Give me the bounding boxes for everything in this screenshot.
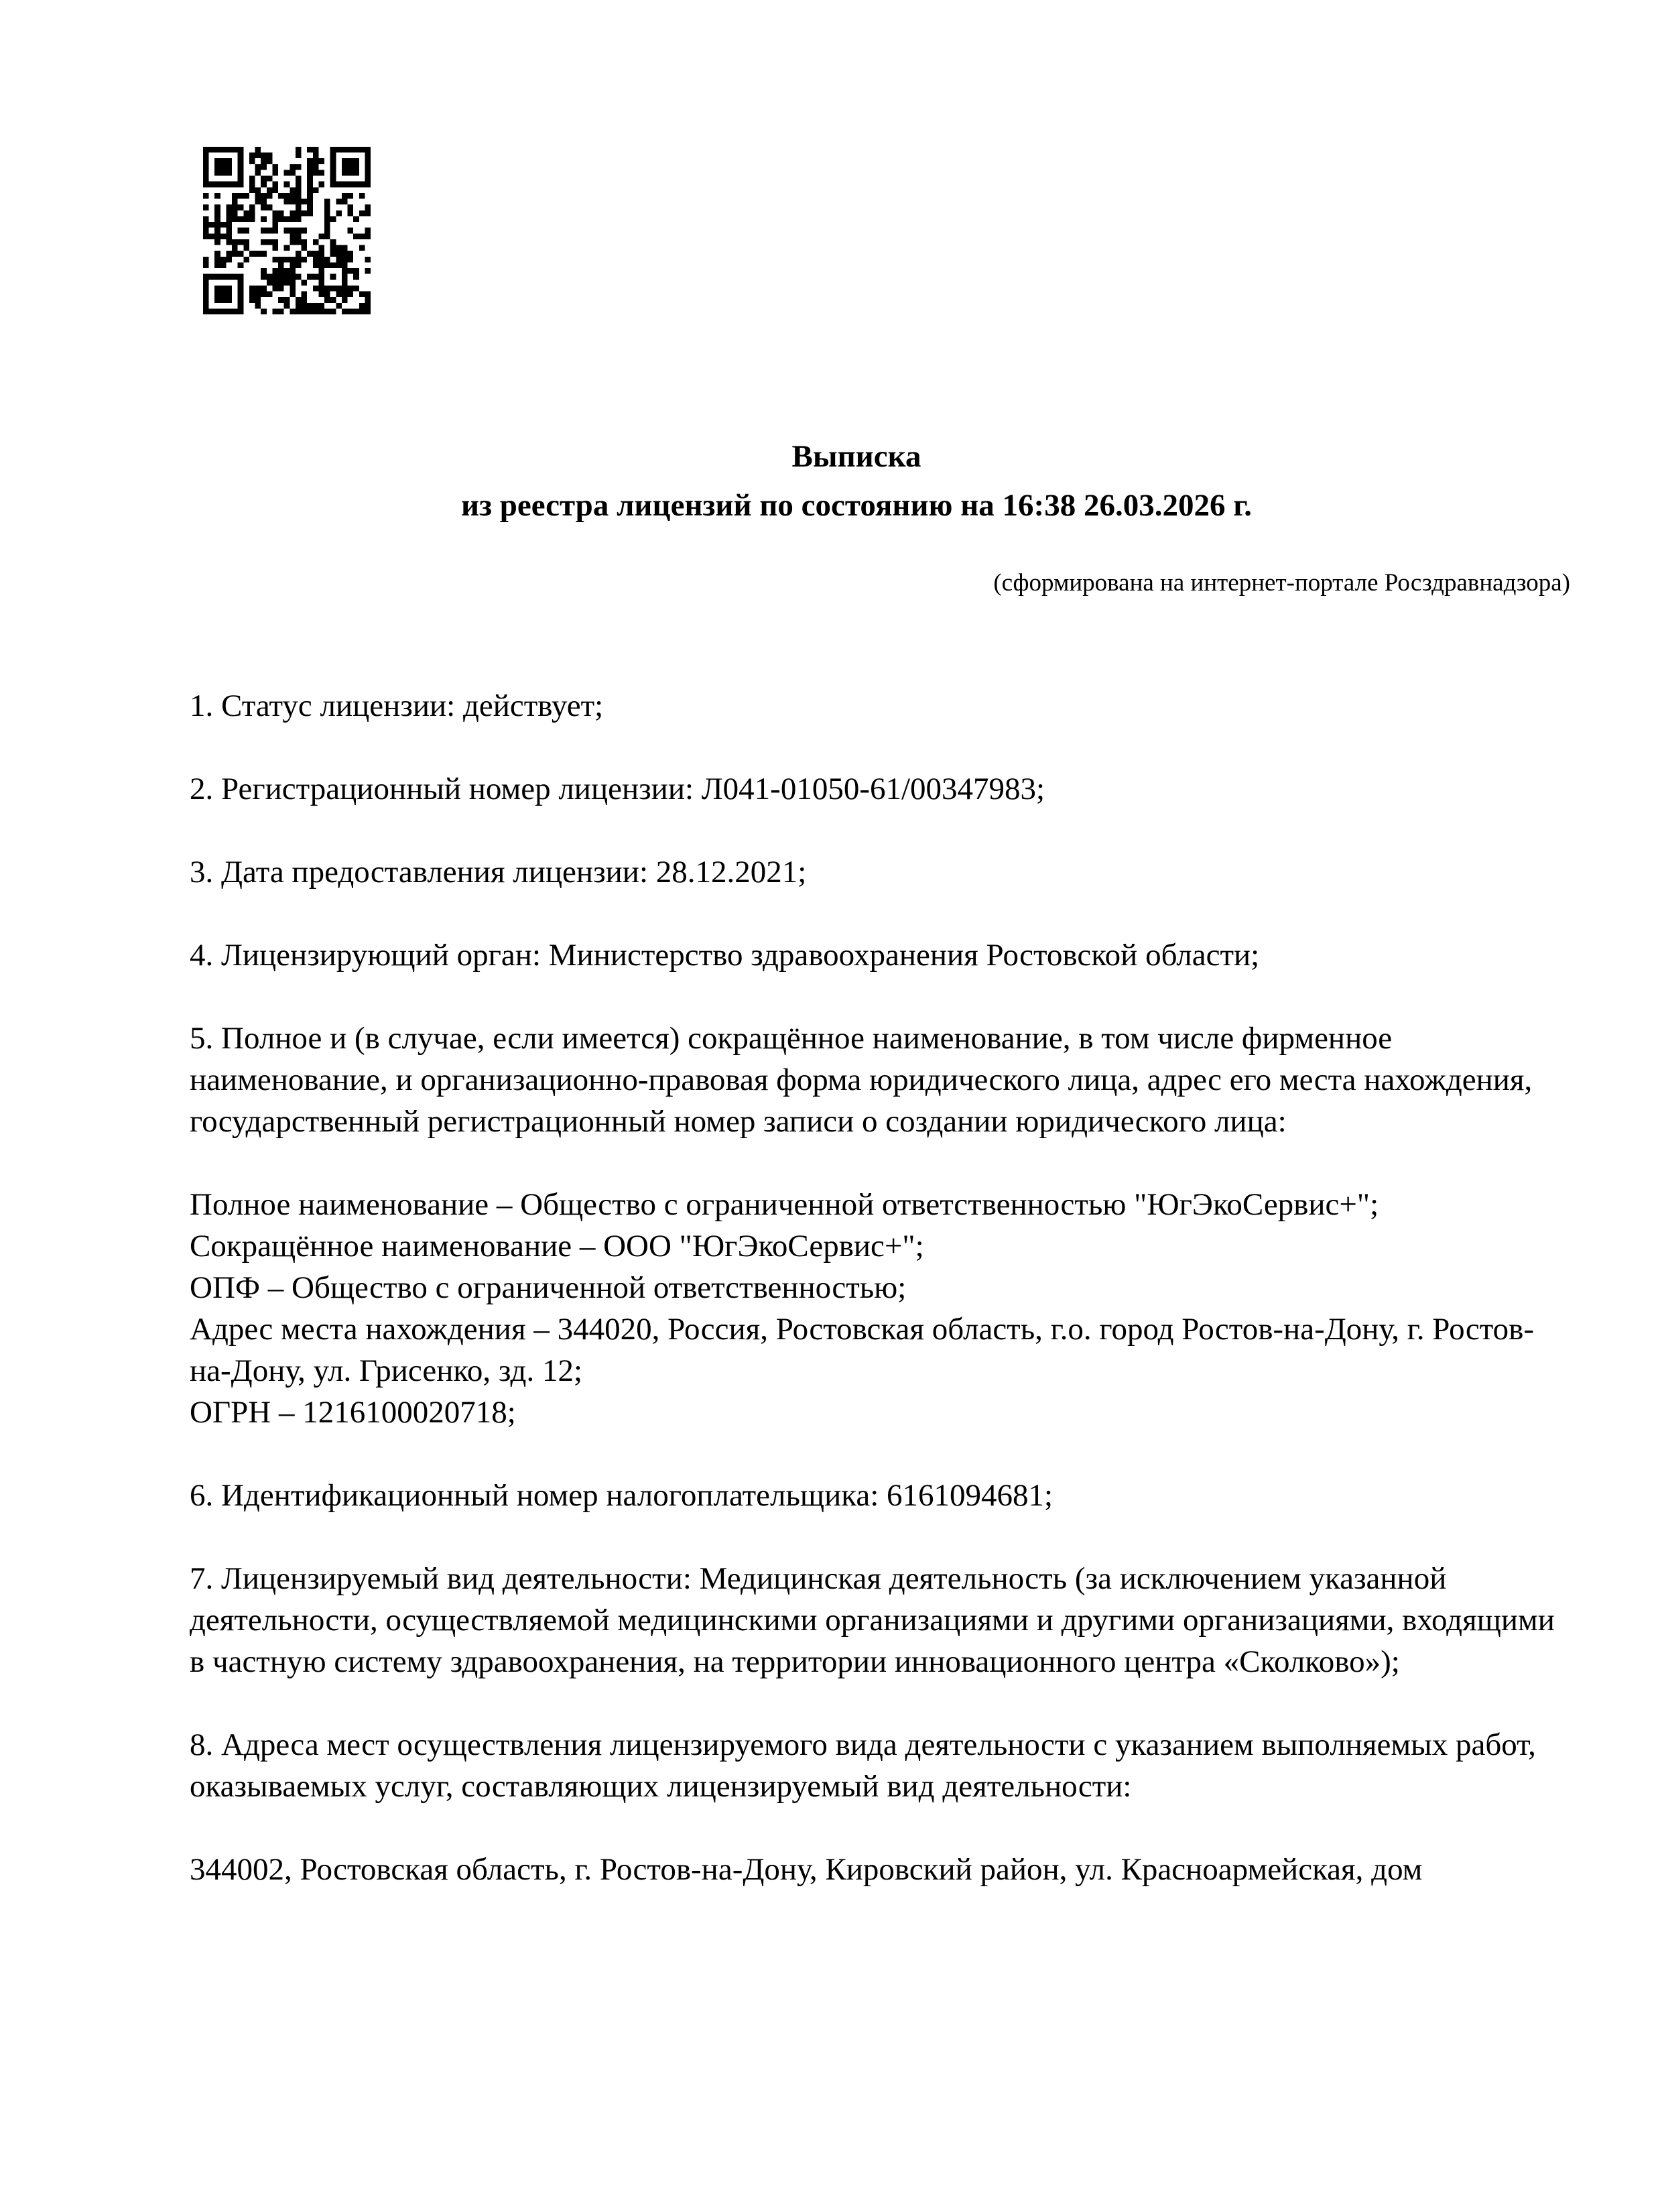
paragraph-line: 2. Регистрационный номер лицензии: Л041-01050-61/00347983; [190,772,1045,806]
paragraph [190,851,1570,893]
paragraph [190,1849,1570,1890]
paragraph-line: ОГРН – 1216100020718; [190,1395,516,1430]
paragraph-line: 8. Адреса мест осуществления лицензируемого вида деятельности с указанием выполняемых работ, оказываемых услуг, составляющих лицензируемый вид деятельности: [190,1727,1536,1804]
paragraph-line: 1. Статус лицензии: действует; [190,688,604,723]
paragraph-line: 4. Лицензирующий орган: Министерство здравоохранения Ростовской области; [190,938,1260,973]
document-body [190,685,1570,1890]
document-title [190,432,1523,530]
document-title-line2: из реестра лицензий по состоянию на 16:38 26.03.2026 г. [461,488,1252,523]
paragraph-line: 6. Идентификационный номер налогоплательщика: 6161094681; [190,1478,1053,1513]
document-subtitle: (сформирована на интернет-портале Росздравнадзора) [993,569,1570,597]
paragraph-line: 3. Дата предоставления лицензии: 28.12.2021; [190,855,807,889]
paragraph [190,1724,1570,1807]
paragraph-line: Адрес места нахождения – 344020, Россия, Ростовская область, г.о. город Ростов-на-Дону, г. Ростов-на-Дону, ул. Грисенко, зд. 12; [190,1312,1534,1388]
paragraph [190,1558,1570,1682]
paragraph-line: 7. Лицензируемый вид деятельности: Медицинская деятельность (за исключением указанной деятельности, осуществляемой медицинскими организациями и другими организациями, входящими в частную систему здравоохранения, на территории инновационного центра «Сколково»); [190,1561,1555,1679]
paragraph [190,934,1570,976]
paragraph [190,1018,1570,1142]
paragraph-line: Полное наименование – Общество с ограниченной ответственностью "ЮгЭкоСервис+"; [190,1187,1379,1222]
paragraph [190,768,1570,810]
paragraph-line: 344002, Ростовская область, г. Ростов-на-Дону, Кировский район, ул. Красноармейская, дом [190,1852,1423,1887]
paragraph [190,1475,1570,1516]
paragraph [190,1184,1570,1433]
document-title-line1: Выписка [791,439,921,474]
paragraph-line: 5. Полное и (в случае, если имеется) сокращённое наименование, в том числе фирменное наименование, и организационно-правовая форма юридического лица, адрес его места нахождения, государственный регистрационный номер записи о создании юридического лица: [190,1021,1533,1139]
paragraph-line: ОПФ – Общество с ограниченной ответственностью; [190,1270,907,1305]
paragraph [190,685,1570,727]
paragraph-line: Сокращённое наименование – ООО "ЮгЭкоСервис+"; [190,1229,924,1264]
qr-code-icon [203,147,371,314]
